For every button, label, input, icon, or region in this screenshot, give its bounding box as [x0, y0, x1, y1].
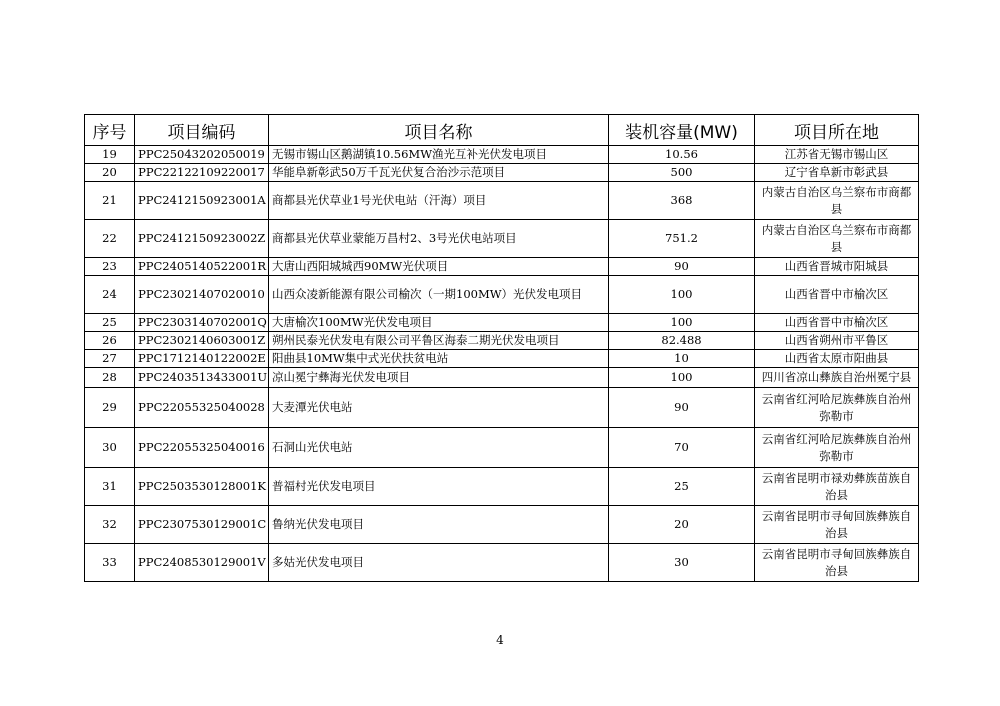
table-row: [85, 182, 919, 220]
row-code: PPC22122109220017: [135, 164, 269, 182]
row-location: 辽宁省阜新市彰武县: [755, 164, 919, 182]
row-capacity: 82.488: [609, 332, 755, 350]
table-header-row: [85, 115, 919, 146]
row-location: 内蒙古自治区乌兰察布市商都县: [755, 220, 919, 258]
row-name: 鲁纳光伏发电项目: [269, 506, 609, 544]
table-row: [85, 388, 919, 428]
row-name: 多姑光伏发电项目: [269, 544, 609, 582]
row-number: 20: [85, 164, 135, 182]
row-capacity: 100: [609, 276, 755, 314]
table-row: [85, 332, 919, 350]
row-capacity: 30: [609, 544, 755, 582]
row-location: 内蒙古自治区乌兰察布市商都县: [755, 182, 919, 220]
row-code: PPC2303140702001Q: [135, 314, 269, 332]
row-code: PPC2405140522001R: [135, 258, 269, 276]
row-code: PPC1712140122002E: [135, 350, 269, 368]
table-row: [85, 428, 919, 468]
row-name: 华能阜新彰武50万千瓦光伏复合治沙示范项目: [269, 164, 609, 182]
row-number: 28: [85, 368, 135, 388]
row-capacity: 100: [609, 314, 755, 332]
row-number: 31: [85, 468, 135, 506]
row-code: PPC22055325040016: [135, 428, 269, 468]
row-name: 大唐山西阳城城西90MW光伏项目: [269, 258, 609, 276]
row-capacity: 10: [609, 350, 755, 368]
row-capacity: 500: [609, 164, 755, 182]
row-name: 无锡市锡山区鹅湖镇10.56MW渔光互补光伏发电项目: [269, 146, 609, 164]
row-location: 云南省昆明市寻甸回族彝族自治县: [755, 506, 919, 544]
row-code: PPC22055325040028: [135, 388, 269, 428]
row-name: 大麦潭光伏电站: [269, 388, 609, 428]
row-number: 32: [85, 506, 135, 544]
row-name: 石洞山光伏电站: [269, 428, 609, 468]
table-row: [85, 506, 919, 544]
header-location: 项目所在地: [755, 115, 919, 146]
row-name: 大唐榆次100MW光伏发电项目: [269, 314, 609, 332]
table-row: [85, 276, 919, 314]
row-location: 云南省昆明市禄劝彝族苗族自治县: [755, 468, 919, 506]
row-code: PPC2503530128001K: [135, 468, 269, 506]
row-location: 云南省昆明市寻甸回族彝族自治县: [755, 544, 919, 582]
table-row: [85, 468, 919, 506]
table-row: [85, 544, 919, 582]
project-table: [84, 114, 919, 582]
row-location: 四川省凉山彝族自治州冕宁县: [755, 368, 919, 388]
row-name: 商都县光伏草业1号光伏电站（汗海）项目: [269, 182, 609, 220]
row-capacity: 20: [609, 506, 755, 544]
row-location: 山西省晋城市阳城县: [755, 258, 919, 276]
row-location: 山西省晋中市榆次区: [755, 276, 919, 314]
row-number: 27: [85, 350, 135, 368]
row-name: 朔州民泰光伏发电有限公司平鲁区海泰二期光伏发电项目: [269, 332, 609, 350]
table-row: [85, 314, 919, 332]
row-code: PPC2412150923001A: [135, 182, 269, 220]
row-location: 山西省太原市阳曲县: [755, 350, 919, 368]
header-project-code: 项目编码: [135, 115, 269, 146]
row-number: 30: [85, 428, 135, 468]
row-number: 22: [85, 220, 135, 258]
row-number: 33: [85, 544, 135, 582]
table-row: [85, 258, 919, 276]
row-code: PPC2403513433001U: [135, 368, 269, 388]
row-code: PPC2412150923002Z: [135, 220, 269, 258]
row-code: PPC2408530129001V: [135, 544, 269, 582]
row-name: 商都县光伏草业蒙能万昌村2、3号光伏电站项目: [269, 220, 609, 258]
row-code: PPC2307530129001C: [135, 506, 269, 544]
table-row: [85, 164, 919, 182]
page-number: 4: [496, 633, 504, 647]
row-code: PPC25043202050019: [135, 146, 269, 164]
header-capacity: 装机容量(MW): [609, 115, 755, 146]
row-capacity: 90: [609, 258, 755, 276]
row-name: 山西众凌新能源有限公司榆次（一期100MW）光伏发电项目: [269, 276, 609, 314]
row-code: PPC23021407020010: [135, 276, 269, 314]
row-location: 云南省红河哈尼族彝族自治州弥勒市: [755, 428, 919, 468]
table-row: [85, 368, 919, 388]
row-location: 山西省晋中市榆次区: [755, 314, 919, 332]
row-location: 江苏省无锡市锡山区: [755, 146, 919, 164]
row-name: 普福村光伏发电项目: [269, 468, 609, 506]
row-name: 凉山冕宁彝海光伏发电项目: [269, 368, 609, 388]
row-number: 19: [85, 146, 135, 164]
row-number: 29: [85, 388, 135, 428]
table-row: [85, 220, 919, 258]
row-capacity: 100: [609, 368, 755, 388]
row-capacity: 10.56: [609, 146, 755, 164]
header-serial-number: 序号: [85, 115, 135, 146]
row-capacity: 368: [609, 182, 755, 220]
row-location: 山西省朔州市平鲁区: [755, 332, 919, 350]
row-capacity: 70: [609, 428, 755, 468]
row-number: 26: [85, 332, 135, 350]
row-number: 24: [85, 276, 135, 314]
row-number: 21: [85, 182, 135, 220]
table-row: [85, 146, 919, 164]
row-location: 云南省红河哈尼族彝族自治州弥勒市: [755, 388, 919, 428]
row-number: 25: [85, 314, 135, 332]
row-capacity: 751.2: [609, 220, 755, 258]
row-code: PPC2302140603001Z: [135, 332, 269, 350]
table-row: [85, 350, 919, 368]
row-capacity: 90: [609, 388, 755, 428]
row-capacity: 25: [609, 468, 755, 506]
row-number: 23: [85, 258, 135, 276]
header-project-name: 项目名称: [269, 115, 609, 146]
row-name: 阳曲县10MW集中式光伏扶贫电站: [269, 350, 609, 368]
